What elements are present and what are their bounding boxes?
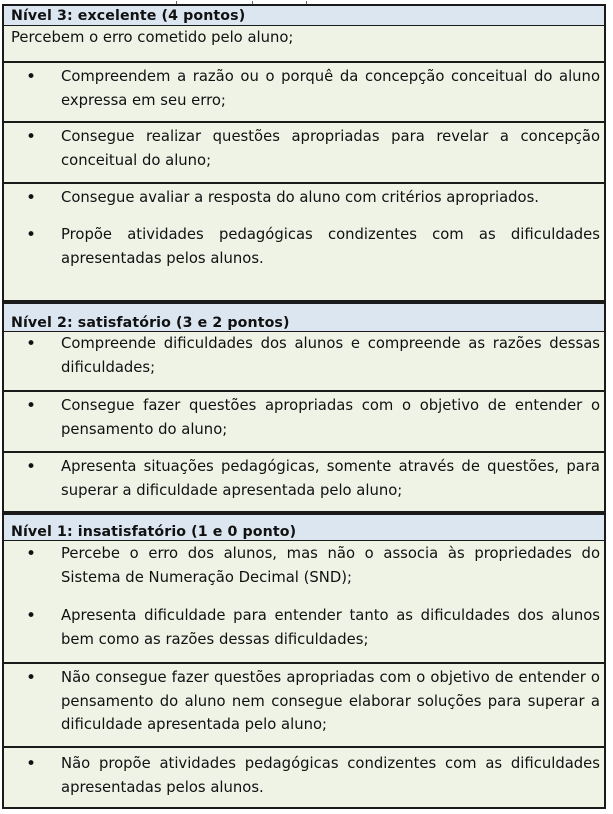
level-1-item-4-row (4, 748, 604, 807)
level-2-item-1-row (4, 332, 604, 392)
bullet-icon: • (26, 334, 37, 354)
bullet-icon: • (26, 396, 37, 416)
bullet-icon: • (26, 544, 37, 564)
level-2-item-3: Apresenta situações pedagógicas, somente através de questões, para superar a dificuldade apresentada pelo aluno; (61, 458, 600, 499)
bullet-icon: • (26, 606, 37, 626)
rubric-table (2, 4, 606, 809)
level-3-item-4: Propõe atividades pedagógicas condizentes com as dificuldades apresentadas pelos alunos. (61, 226, 600, 267)
level-3-title: Nível 3: excelente (4 pontos) (11, 8, 246, 24)
level-1-item-1: Percebe o erro dos alunos, mas não o associa às propriedades do Sistema de Numeração Decimal (SND); (61, 545, 600, 586)
level-1-title: Nível 1: insatisfatório (1 e 0 ponto) (11, 524, 297, 540)
level-3-item-2: Consegue realizar questões apropriadas para revelar a concepção conceitual do aluno; (61, 128, 600, 169)
bullet-icon: • (26, 457, 37, 477)
bullet-icon: • (26, 668, 37, 688)
level-3-item-1: Compreendem a razão ou o porquê da concepção conceitual do aluno expressa em seu erro; (61, 68, 600, 109)
level-1-item-2: Apresenta dificuldade para entender tanto as dificuldades dos alunos bem como as razões dessas dificuldades; (61, 607, 600, 648)
level-3-header (4, 4, 604, 26)
bullet-icon: • (26, 67, 37, 87)
level-1-item-3: Não consegue fazer questões apropriadas com o objetivo de entender o pensamento do aluno nem consegue elaborar soluções para superar a dificuldade apresentada pelo aluno; (61, 669, 600, 733)
level-3-item-1-row (4, 63, 604, 123)
level-1-item-4: Não propõe atividades pedagógicas condizentes com as dificuldades apresentadas pelos alunos. (61, 755, 600, 796)
level-2-item-3-row (4, 453, 604, 513)
level-3-item-2-row (4, 123, 604, 184)
level-1-header (4, 513, 604, 541)
level-1-item-1-row (4, 541, 604, 664)
bullet-icon: • (26, 127, 37, 147)
level-2-item-2: Consegue fazer questões apropriadas com o objetivo de entender o pensamento do aluno; (61, 397, 600, 438)
level-1-item-3-row (4, 664, 604, 748)
level-3-intro-row (4, 26, 604, 63)
bullet-icon: • (26, 754, 37, 774)
level-3-item-3-row (4, 184, 604, 302)
level-2-item-2-row (4, 392, 604, 453)
bullet-icon: • (26, 225, 37, 245)
level-2-item-1: Compreende dificuldades dos alunos e compreende as razões dessas dificuldades; (61, 335, 600, 376)
level-3-intro: Percebem o erro cometido pelo aluno; (11, 29, 294, 46)
level-2-title: Nível 2: satisfatório (3 e 2 pontos) (11, 315, 290, 331)
bullet-icon: • (26, 188, 37, 208)
level-3-item-3: Consegue avaliar a resposta do aluno com critérios apropriados. (61, 189, 540, 206)
level-2-header (4, 302, 604, 332)
